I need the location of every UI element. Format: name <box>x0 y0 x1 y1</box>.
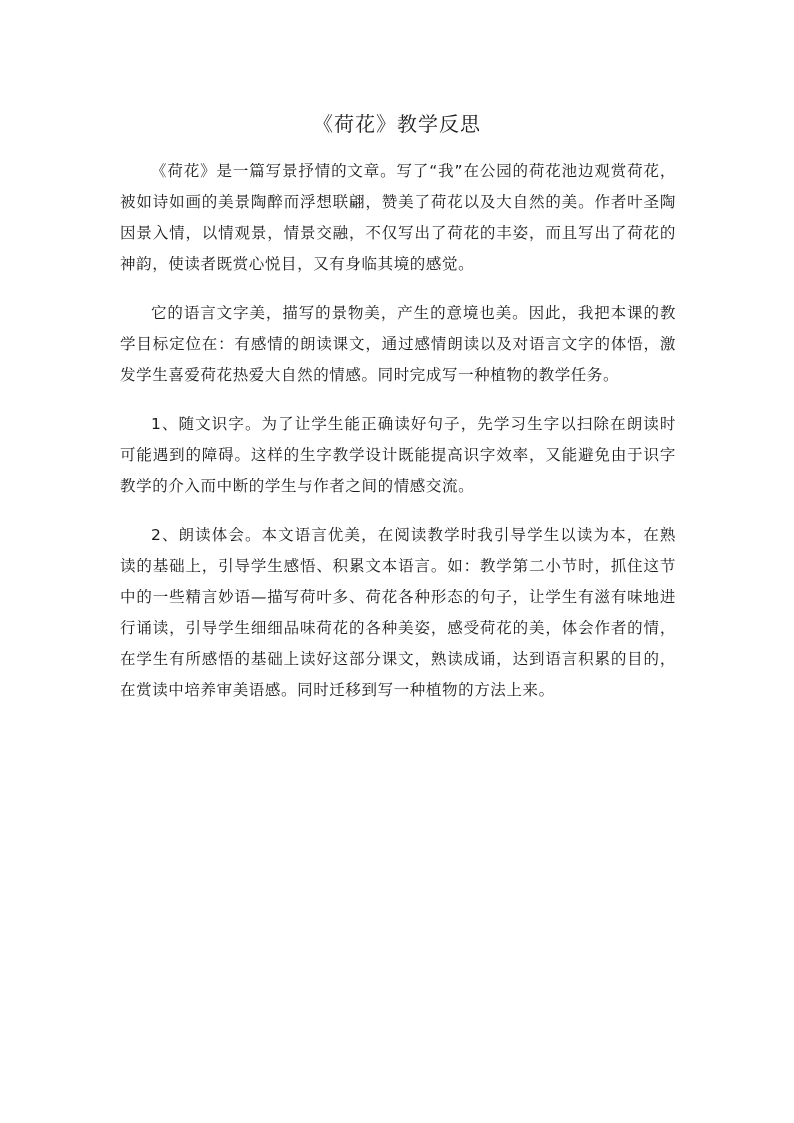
document-body <box>120 156 676 724</box>
paragraph-intro: 《荷花》是一篇写景抒情的文章。写了“我”在公园的荷花池边观赏荷花，被如诗如画的美景陶醉而浮想联翩，赞美了荷花以及大自然的美。作者叶圣陶因景入情，以情观景，情景交融，不仅写出了荷花的丰姿，而且写出了荷花的神韵，使读者既赏心悦目，又有身临其境的感觉。 <box>120 162 676 273</box>
paragraph-reading-practice: 2、朗读体会。本文语言优美，在阅读教学时我引导学生以读为本，在熟读的基础上，引导学生感悟、积累文本语言。如：教学第二小节时，抓住这节中的一些精言妙语—描写荷叶多、荷花各种形态的句子，让学生有滋有味地进行诵读，引导学生细细品味荷花的各种美姿，感受荷花的美，体会作者的情，在学生有所感悟的基础上读好这部分课文，熟读成诵，达到语言积累的目的，在赏读中培养审美语感。同时迁移到写一种植物的方法上来。 <box>120 526 676 699</box>
paragraph-teaching-goal: 它的语言文字美，描写的景物美，产生的意境也美。因此，我把本课的教学目标定位在：有感情的朗读课文，通过感情朗读以及对语言文字的体悟，激发学生喜爱荷花热爱大自然的情感。同时完成写一种植物的教学任务。 <box>120 304 676 384</box>
paragraph-character-learning: 1、随文识字。为了让学生能正确读好句子，先学习生字以扫除在朗读时可能遇到的障碍。这样的生字教学设计既能提高识字效率，又能避免由于识字教学的介入而中断的学生与作者之间的情感交流。 <box>120 415 676 495</box>
document-title: 《荷花》教学反思 <box>313 112 481 136</box>
